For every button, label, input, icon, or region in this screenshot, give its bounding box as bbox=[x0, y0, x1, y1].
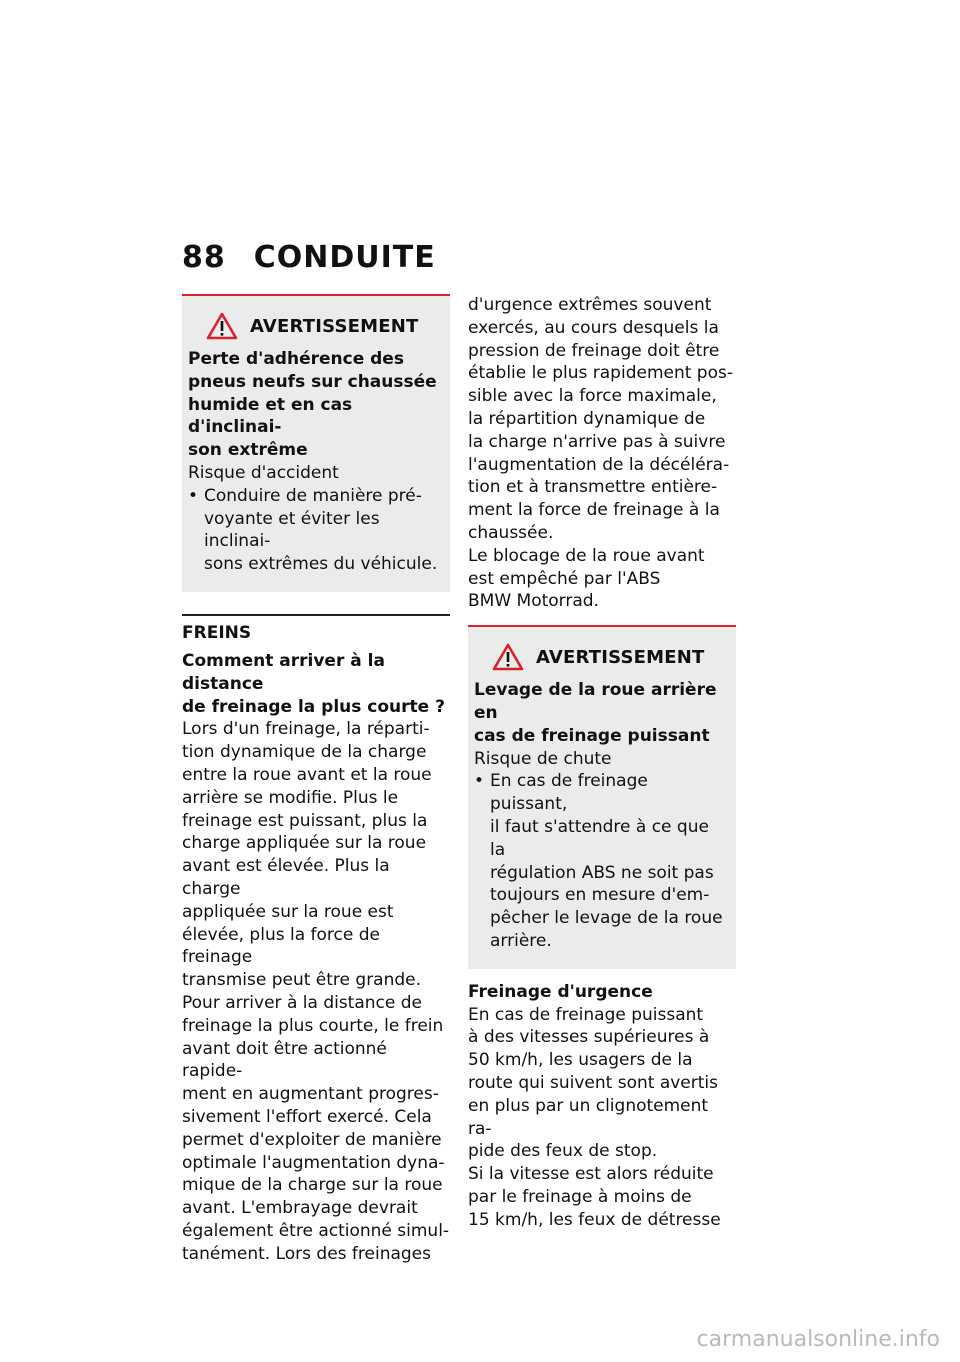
text-line: élevée, plus la force de freinage bbox=[182, 924, 380, 968]
text-line: freinage la plus courte, le frein bbox=[182, 1015, 444, 1036]
bullet-line: il faut s'attendre à ce que la bbox=[490, 816, 709, 860]
bullet-line: pêcher le levage de la roue bbox=[490, 908, 723, 929]
bullet-icon: • bbox=[474, 771, 485, 792]
warning-bullet bbox=[474, 770, 728, 952]
text-line: Lors d'un freinage, la réparti- bbox=[182, 719, 430, 740]
text-line: En cas de freinage puissant bbox=[468, 1004, 704, 1025]
warning-risk: Risque de chute bbox=[474, 748, 612, 769]
text-line: entre la roue avant et la roue bbox=[182, 764, 432, 785]
warning-heading-line: pneus neufs sur chaussée bbox=[188, 371, 437, 392]
text-line: 50 km/h, les usagers de la bbox=[468, 1050, 693, 1071]
warning-header bbox=[492, 643, 728, 671]
subheading-line: Comment arriver à la distance bbox=[182, 650, 385, 694]
paragraph-hazard-lights bbox=[468, 1163, 736, 1231]
warning-heading-line: son extrême bbox=[188, 440, 308, 461]
text-line: également être actionné simul- bbox=[182, 1220, 450, 1241]
text-line: avant doit être actionné rapide- bbox=[182, 1038, 387, 1082]
bullet-line: Conduire de manière pré- bbox=[204, 485, 422, 506]
text-line: l'augmentation de la décéléra- bbox=[468, 454, 730, 475]
text-line: par le freinage à moins de bbox=[468, 1186, 692, 1207]
text-line: à des vitesses supérieures à bbox=[468, 1027, 710, 1048]
text-line: Le blocage de la roue avant bbox=[468, 545, 705, 566]
text-line: freinage est puissant, plus la bbox=[182, 810, 428, 831]
text-line: ment en augmentant progres- bbox=[182, 1084, 439, 1105]
text-line: BMW Motorrad. bbox=[468, 591, 599, 612]
chapter-title: CONDUITE bbox=[253, 240, 436, 275]
text-line: appliquée sur la roue est bbox=[182, 901, 394, 922]
text-line: d'urgence extrêmes souvent bbox=[468, 295, 712, 315]
warning-heading-line: humide et en cas d'inclinai- bbox=[188, 394, 353, 438]
text-line: permet d'exploiter de manière bbox=[182, 1129, 442, 1150]
text-line: la charge n'arrive pas à suivre bbox=[468, 431, 726, 452]
warning-risk: Risque d'accident bbox=[188, 462, 339, 483]
right-column bbox=[468, 294, 736, 1231]
warning-heading bbox=[474, 679, 728, 747]
warning-triangle-icon bbox=[492, 643, 524, 671]
text-line: Pour arriver à la distance de bbox=[182, 992, 423, 1013]
text-line: tanément. Lors des freinages bbox=[182, 1243, 431, 1264]
warning-bullet bbox=[188, 485, 442, 576]
text-line: ment la force de freinage à la bbox=[468, 500, 720, 521]
warning-title: AVERTISSEMENT bbox=[250, 315, 419, 337]
text-line: 15 km/h, les feux de détresse bbox=[468, 1209, 721, 1230]
bullet-line: En cas de freinage puissant, bbox=[490, 771, 648, 815]
text-line: établie le plus rapidement pos- bbox=[468, 363, 733, 384]
left-column bbox=[182, 294, 450, 1265]
warning-heading-line: cas de freinage puissant bbox=[474, 725, 710, 746]
page-number: 88 bbox=[182, 240, 226, 275]
bullet-line: toujours en mesure d'em- bbox=[490, 885, 710, 906]
paragraph-emergency-continuation bbox=[468, 294, 736, 545]
warning-box-traction bbox=[182, 294, 450, 592]
text-line: Si la vitesse est alors réduite bbox=[468, 1164, 714, 1185]
text-line: route qui suivent sont avertis bbox=[468, 1072, 719, 1093]
text-line: arrière se modifie. Plus le bbox=[182, 787, 399, 808]
text-line: optimale l'augmentation dyna- bbox=[182, 1152, 445, 1173]
section-title-freins: FREINS bbox=[182, 614, 450, 646]
text-line: tion dynamique de la charge bbox=[182, 742, 427, 763]
text-line: transmise peut être grande. bbox=[182, 970, 422, 991]
watermark: carmanualsonline.info bbox=[696, 1327, 940, 1352]
text-line: avant est élevée. Plus la charge bbox=[182, 856, 390, 899]
text-line: en plus par un clignotement ra- bbox=[468, 1095, 709, 1139]
subheading-distance bbox=[182, 650, 450, 718]
text-line: mique de la charge sur la roue bbox=[182, 1175, 443, 1196]
bullet-line: régulation ABS ne soit pas bbox=[490, 862, 714, 883]
warning-heading-line: Levage de la roue arrière en bbox=[474, 680, 717, 723]
paragraph-load-distribution bbox=[182, 718, 450, 992]
warning-header bbox=[206, 312, 442, 340]
page-header bbox=[182, 240, 436, 275]
bullet-line: voyante et éviter les inclinai- bbox=[204, 508, 380, 552]
warning-heading bbox=[188, 348, 442, 462]
text-line: pression de freinage doit être bbox=[468, 340, 720, 361]
warning-triangle-icon bbox=[206, 312, 238, 340]
subheading-line: de freinage la plus courte ? bbox=[182, 696, 445, 717]
text-line: est empêché par l'ABS bbox=[468, 568, 661, 589]
text-line: pide des feux de stop. bbox=[468, 1141, 658, 1162]
paragraph-braking-technique bbox=[182, 992, 450, 1266]
text-line: avant. L'embrayage devrait bbox=[182, 1198, 418, 1219]
paragraph-brake-lights bbox=[468, 1004, 736, 1164]
warning-title: AVERTISSEMENT bbox=[536, 646, 705, 668]
text-line: chaussée. bbox=[468, 522, 554, 543]
text-line: la répartition dynamique de bbox=[468, 408, 706, 429]
text-line: charge appliquée sur la roue bbox=[182, 833, 427, 854]
text-line: sible avec la force maximale, bbox=[468, 386, 717, 407]
bullet-line: arrière. bbox=[490, 930, 552, 951]
bullet-icon: • bbox=[188, 485, 199, 506]
subheading-emergency-braking: Freinage d'urgence bbox=[468, 981, 653, 1002]
paragraph-abs bbox=[468, 545, 736, 613]
warning-box-wheel-lift bbox=[468, 625, 736, 969]
text-line: tion et à transmettre entière- bbox=[468, 477, 718, 498]
warning-heading-line: Perte d'adhérence des bbox=[188, 349, 404, 369]
bullet-line: sons extrêmes du véhicule. bbox=[204, 554, 438, 575]
text-line: exercés, au cours desquels la bbox=[468, 317, 719, 338]
text-line: sivement l'effort exercé. Cela bbox=[182, 1106, 432, 1127]
